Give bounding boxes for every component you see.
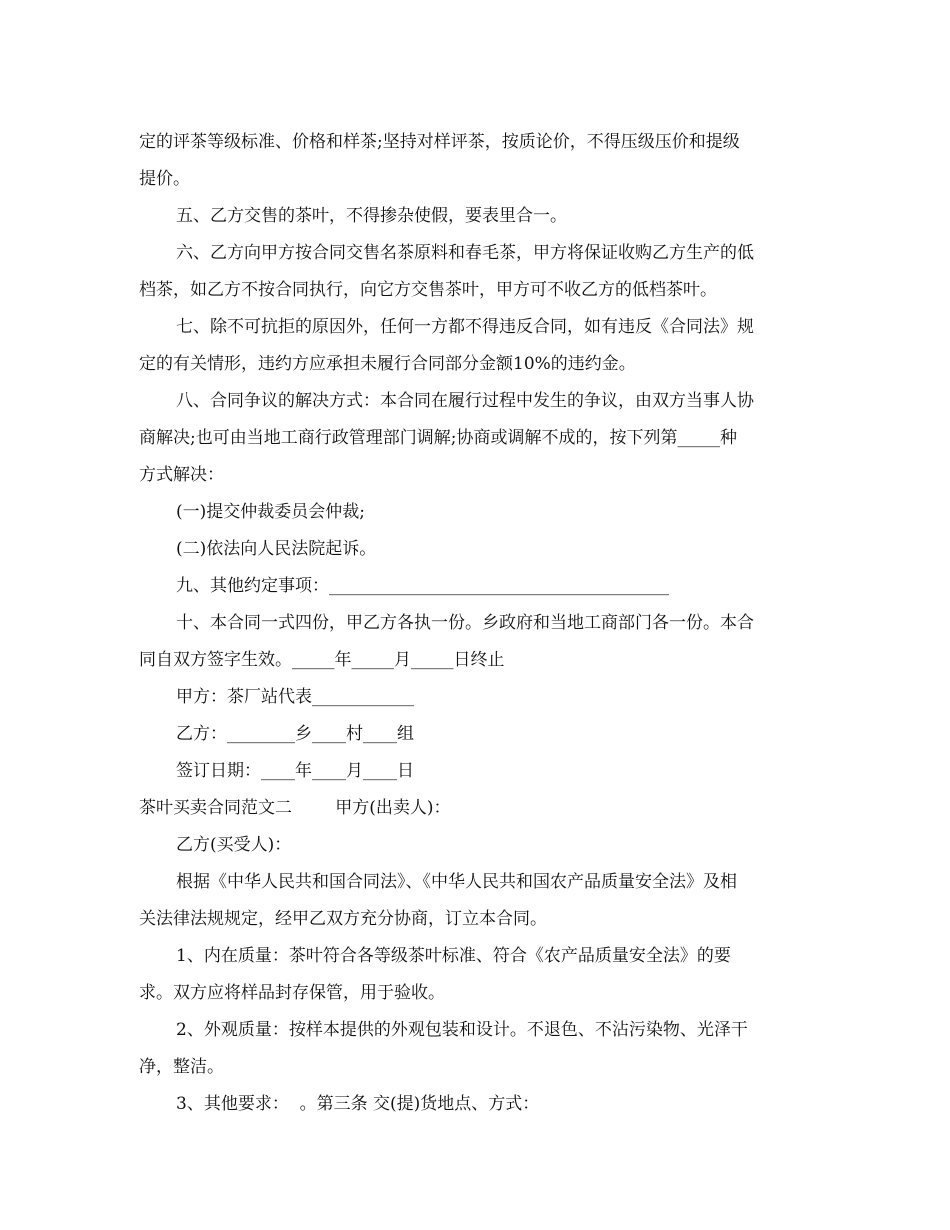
party-a-signature: 甲方：茶厂站代表____________ bbox=[176, 687, 414, 707]
paragraph-line: 关法律法规规定，经甲乙双方充分协商，订立本合同。 bbox=[139, 909, 547, 929]
clause-9: 九、其他约定事项：________________________________________ bbox=[176, 576, 669, 596]
dispute-option-2: (二)依法向人民法院起诉。 bbox=[176, 539, 377, 559]
clause-5: 五、乙方交售的茶叶，不得掺杂使假，要表里合一。 bbox=[176, 206, 567, 226]
signing-date: 签订日期：____年____月____日 bbox=[176, 761, 414, 781]
paragraph-line: 提价。 bbox=[139, 169, 190, 189]
quality-item-3: 3、其他要求： 。第三条 交(提)货地点、方式： bbox=[176, 1094, 540, 1114]
paragraph-line: 定的评茶等级标准、价格和样茶;坚持对样评茶，按质论价，不得压级压价和提级 bbox=[139, 132, 740, 152]
paragraph-line: 求。双方应将样品封存保管，用于验收。 bbox=[139, 983, 445, 1003]
paragraph-line: 档茶，如乙方不按合同执行，向它方交售茶叶，甲方可不收乙方的低档茶叶。 bbox=[139, 280, 717, 300]
clause-10: 十、本合同一式四份，甲乙方各执一份。乡政府和当地工商部门各一份。本合 bbox=[176, 613, 754, 633]
buyer-line: 乙方(买受人)： bbox=[176, 835, 292, 855]
quality-item-2: 2、外观质量：按样本提供的外观包装和设计。不退色、不沾污染物、光泽干 bbox=[176, 1020, 748, 1040]
paragraph-line: 方式解决： bbox=[139, 465, 224, 485]
section-heading: 茶叶买卖合同范文二 甲方(出卖人)： bbox=[139, 798, 451, 818]
paragraph-line: 商解决;也可由当地工商行政管理部门调解;协商或调解不成的，按下列第_____种 bbox=[139, 428, 737, 448]
clause-8: 八、合同争议的解决方式：本合同在履行过程中发生的争议，由双方当事人协 bbox=[176, 391, 754, 411]
paragraph-line: 同自双方签字生效。_____年_____月_____日终止 bbox=[139, 650, 505, 670]
clause-7: 七、除不可抗拒的原因外，任何一方都不得违反合同，如有违反《合同法》规 bbox=[176, 317, 754, 337]
clause-6: 六、乙方向甲方按合同交售名茶原料和春毛茶，甲方将保证收购乙方生产的低 bbox=[176, 243, 754, 263]
dispute-option-1: (一)提交仲裁委员会仲裁; bbox=[176, 502, 365, 522]
preamble: 根据《中华人民共和国合同法》、《中华人民共和国农产品质量安全法》及相 bbox=[176, 872, 737, 892]
paragraph-line: 定的有关情形，违约方应承担未履行合同部分金额10%的违约金。 bbox=[139, 354, 636, 374]
paragraph-line: 净，整洁。 bbox=[139, 1057, 224, 1077]
party-b-signature: 乙方：________乡____村____组 bbox=[176, 724, 414, 744]
quality-item-1: 1、内在质量：茶叶符合各等级茶叶标准、符合《农产品质量安全法》的要 bbox=[176, 946, 731, 966]
